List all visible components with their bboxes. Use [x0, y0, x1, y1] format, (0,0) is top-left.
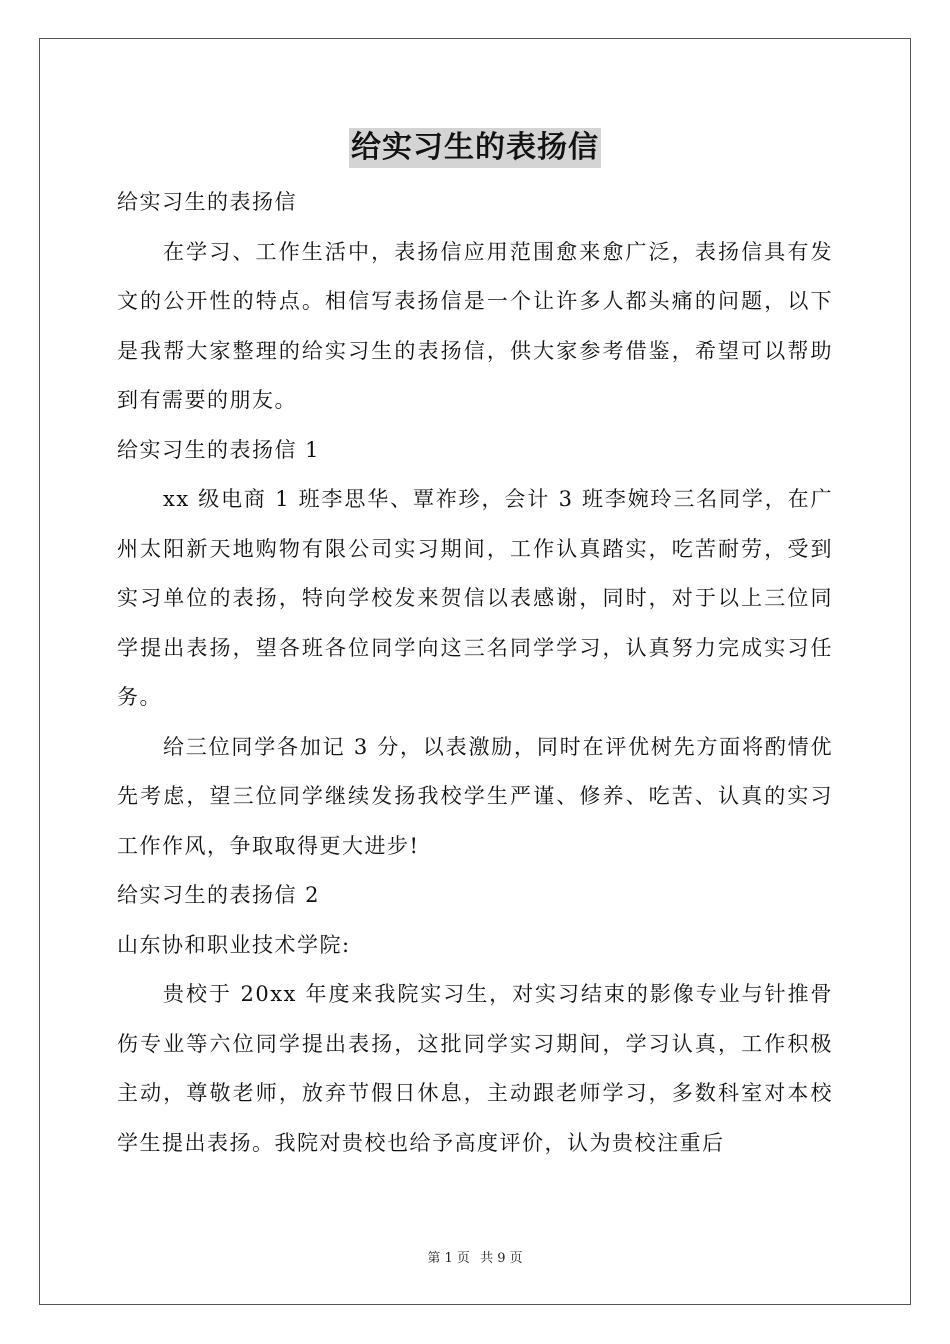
paragraph-subtitle: 给实习生的表扬信 [117, 190, 297, 214]
document-title: 给实习生的表扬信 [349, 128, 601, 168]
paragraph-letter1-body: xx 级电商 1 班李思华、覃祚珍，会计 3 班李婉玲三名同学，在广州太阳新天地购物有限公司实习期间，工作认真踏实，吃苦耐劳，受到实习单位的表扬，特向学校发来贺信以表感谢，同时，对于以上三位同学提出表扬，望各班各位同学向这三名同学学习，认真努力完成实习任务。 [117, 487, 833, 709]
paragraph-intro: 在学习、工作生活中，表扬信应用范围愈来愈广泛，表扬信具有发文的公开性的特点。相信写表扬信是一个让许多人都头痛的问题，以下是我帮大家整理的给实习生的表扬信，供大家参考借鉴，希望可以帮助到有需要的朋友。 [117, 239, 833, 412]
title-container [0, 128, 950, 168]
paragraph-salutation: 山东协和职业技术学院: [117, 932, 351, 957]
section-heading-1: 给实习生的表扬信 1 [117, 437, 321, 462]
document-body [117, 178, 833, 1168]
page-number: 第 1 页 [427, 1251, 470, 1266]
section-heading-2: 给实习生的表扬信 2 [117, 883, 321, 907]
page-total: 共 9 页 [480, 1251, 523, 1266]
paragraph-letter2-body: 贵校于 20xx 年度来我院实习生，对实习结束的影像专业与针推骨伤专业等六位同学提出表扬，这批同学实习期间，学习认真，工作积极主动，尊敬老师，放弃节假日休息，主动跟老师学习，多数科室对本校学生提出表扬。我院对贵校也给予高度评价，认为贵校注重后 [117, 982, 833, 1155]
paragraph-letter1-reward: 给三位同学各加记 3 分，以表激励，同时在评优树先方面将酌情优先考虑，望三位同学继续发扬我校学生严谨、修养、吃苦、认真的实习工作作风，争取取得更大进步! [117, 734, 833, 858]
page-footer [0, 1247, 950, 1266]
